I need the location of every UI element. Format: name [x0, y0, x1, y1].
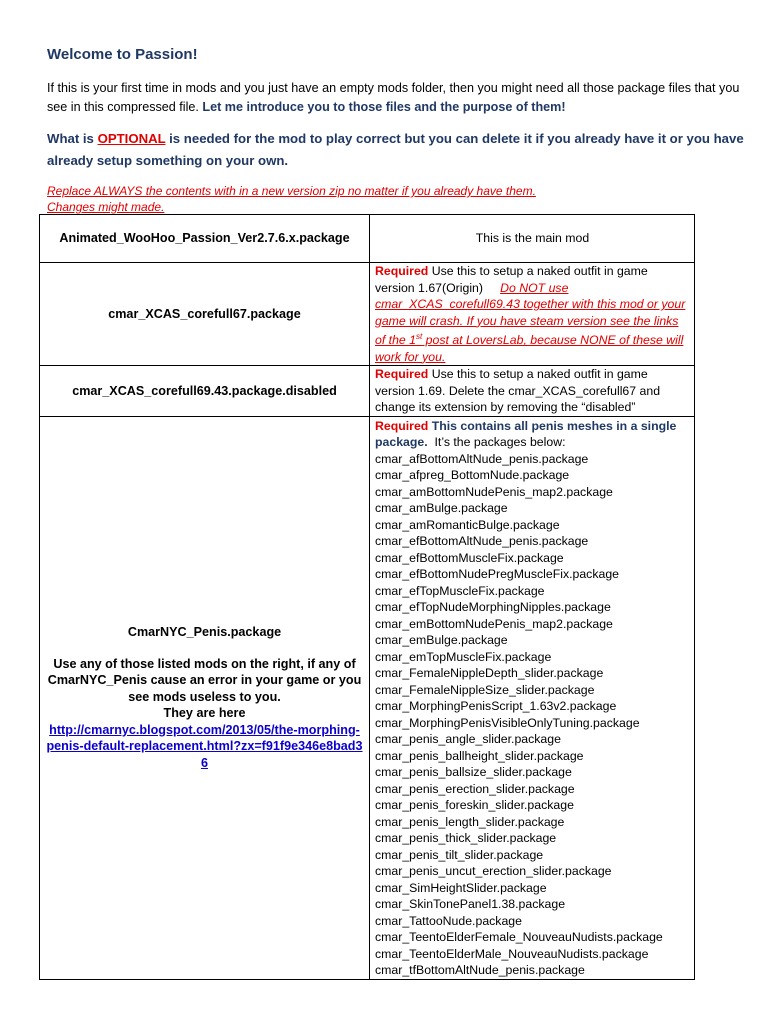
description-cell [370, 366, 695, 417]
description-cell: This is the main mod [370, 215, 695, 263]
package-list-item: cmar_penis_thick_slider.package [375, 831, 557, 846]
required-label: Required [375, 418, 429, 433]
file-name: CmarNYC_Penis.package [127, 625, 282, 640]
description-text: Use this to setup a naked outfit in game version 1.69. Delete the cmar_XCAS_corefull67 and change its extension by removing the “disabled” [375, 367, 661, 415]
package-list-item: cmar_amBottomNudePenis_map2.package [375, 484, 613, 499]
table-row [40, 215, 695, 263]
package-list-item: cmar_efBottomMuscleFix.package [375, 550, 564, 565]
page-title: Welcome to Passion! [47, 46, 198, 63]
description-cell [370, 263, 695, 366]
optional-suffix: is needed for the mod to play correct but you can delete it if you already have it or you have already setup something on your own. [47, 131, 744, 168]
here-label: They are here [163, 706, 246, 721]
intro-emphasis: Let me introduce you to those files and the purpose of them! [202, 100, 566, 114]
package-list-item: cmar_amRomanticBulge.package [375, 517, 560, 532]
package-list-item: cmar_penis_angle_slider.package [375, 732, 561, 747]
warning-text-a: Do NOT use cmar_XCAS_corefull69.43 together with this mod or your game will crash. If you have steam version see the links of the 1 [375, 280, 686, 348]
file-name-cell [40, 416, 370, 979]
package-list-item: cmar_TattooNude.package [375, 913, 522, 928]
package-list-item: cmar_penis_ballsize_slider.package [375, 765, 572, 780]
package-list-item: cmar_afBottomAltNude_penis.package [375, 451, 589, 466]
replace-note-line2: Changes might made. [47, 200, 165, 214]
table-row [40, 263, 695, 366]
table-row [40, 366, 695, 417]
contains-text: This contains all penis meshes in a single package. [375, 418, 677, 450]
file-name-cell: cmar_XCAS_corefull67.package [40, 263, 370, 366]
package-list-item: cmar_penis_ballheight_slider.package [375, 748, 584, 763]
package-list-item: cmar_penis_foreskin_slider.package [375, 798, 574, 813]
package-list-item: cmar_FemaleNippleDepth_slider.package [375, 666, 604, 681]
package-list-item: cmar_efBottomAltNude_penis.package [375, 534, 589, 549]
morphing-penis-link[interactable]: http://cmarnyc.blogspot.com/2013/05/the-morphing-penis-default-replacement.html?zx=f91f9e346e8bad36 [46, 722, 363, 770]
package-list-item: cmar_FemaleNippleSize_slider.package [375, 682, 595, 697]
package-list-item: cmar_SimHeightSlider.package [375, 880, 547, 895]
warning-text-b: post at LoversLab, because NONE of these will work for you. [375, 333, 684, 364]
package-list-item: cmar_MorphingPenisScript_1.63v2.package [375, 699, 617, 714]
description-text: Use this to setup a naked outfit in game version 1.67(Origin) [375, 264, 648, 295]
table-row [40, 416, 695, 979]
package-list-item: cmar_amBulge.package [375, 501, 508, 516]
intro-text: If this is your first time in mods and you just have an empty mods folder, then you might need all those package files that you see in this compressed file. [47, 81, 740, 114]
file-name-cell: cmar_XCAS_corefull69.43.package.disabled [40, 366, 370, 417]
package-table [39, 214, 695, 980]
required-label: Required [375, 264, 429, 278]
optional-note [47, 128, 757, 172]
file-name-cell: Animated_WooHoo_Passion_Ver2.7.6.x.package [40, 215, 370, 263]
package-list-item: cmar_afpreg_BottomNude.package [375, 468, 570, 483]
advice-text: Use any of those listed mods on the right, if any of CmarNYC_Penis cause an error in your game or you see mods useless to you. [47, 656, 362, 704]
package-list-item: cmar_penis_tilt_slider.package [375, 847, 544, 862]
package-list-item: cmar_efBottomNudePregMuscleFix.package [375, 567, 619, 582]
required-label: Required [375, 367, 429, 382]
package-list-item: cmar_TeentoElderMale_NouveauNudists.package [375, 946, 649, 961]
warning-superscript: st [416, 332, 423, 341]
package-list-item: cmar_penis_erection_slider.package [375, 781, 575, 796]
package-list [375, 451, 690, 979]
package-list-item: cmar_emBulge.package [375, 633, 508, 648]
replace-note-line1: Replace ALWAYS the contents with in a new version zip no matter if you already have them. [47, 184, 536, 198]
package-list-item: cmar_penis_uncut_erection_slider.package [375, 864, 612, 879]
replace-note [47, 183, 747, 215]
intro-paragraph [47, 79, 747, 117]
optional-prefix: What is [47, 131, 94, 146]
package-list-item: cmar_SkinTonePanel1.38.package [375, 897, 566, 912]
package-list-item: cmar_tfBottomAltNude_penis.package [375, 963, 585, 978]
package-list-item: cmar_TeentoElderFemale_NouveauNudists.package [375, 930, 663, 945]
package-list-item: cmar_MorphingPenisVisibleOnlyTuning.package [375, 715, 640, 730]
package-list-item: cmar_emTopMuscleFix.package [375, 649, 552, 664]
optional-keyword: OPTIONAL [97, 131, 166, 146]
description-cell [370, 416, 695, 979]
package-list-item: cmar_emBottomNudePenis_map2.package [375, 616, 613, 631]
package-list-item: cmar_efTopNudeMorphingNipples.package [375, 600, 611, 615]
package-list-item: cmar_penis_length_slider.package [375, 814, 565, 829]
below-text: It’s the packages below: [434, 435, 566, 450]
package-list-item: cmar_efTopMuscleFix.package [375, 583, 545, 598]
